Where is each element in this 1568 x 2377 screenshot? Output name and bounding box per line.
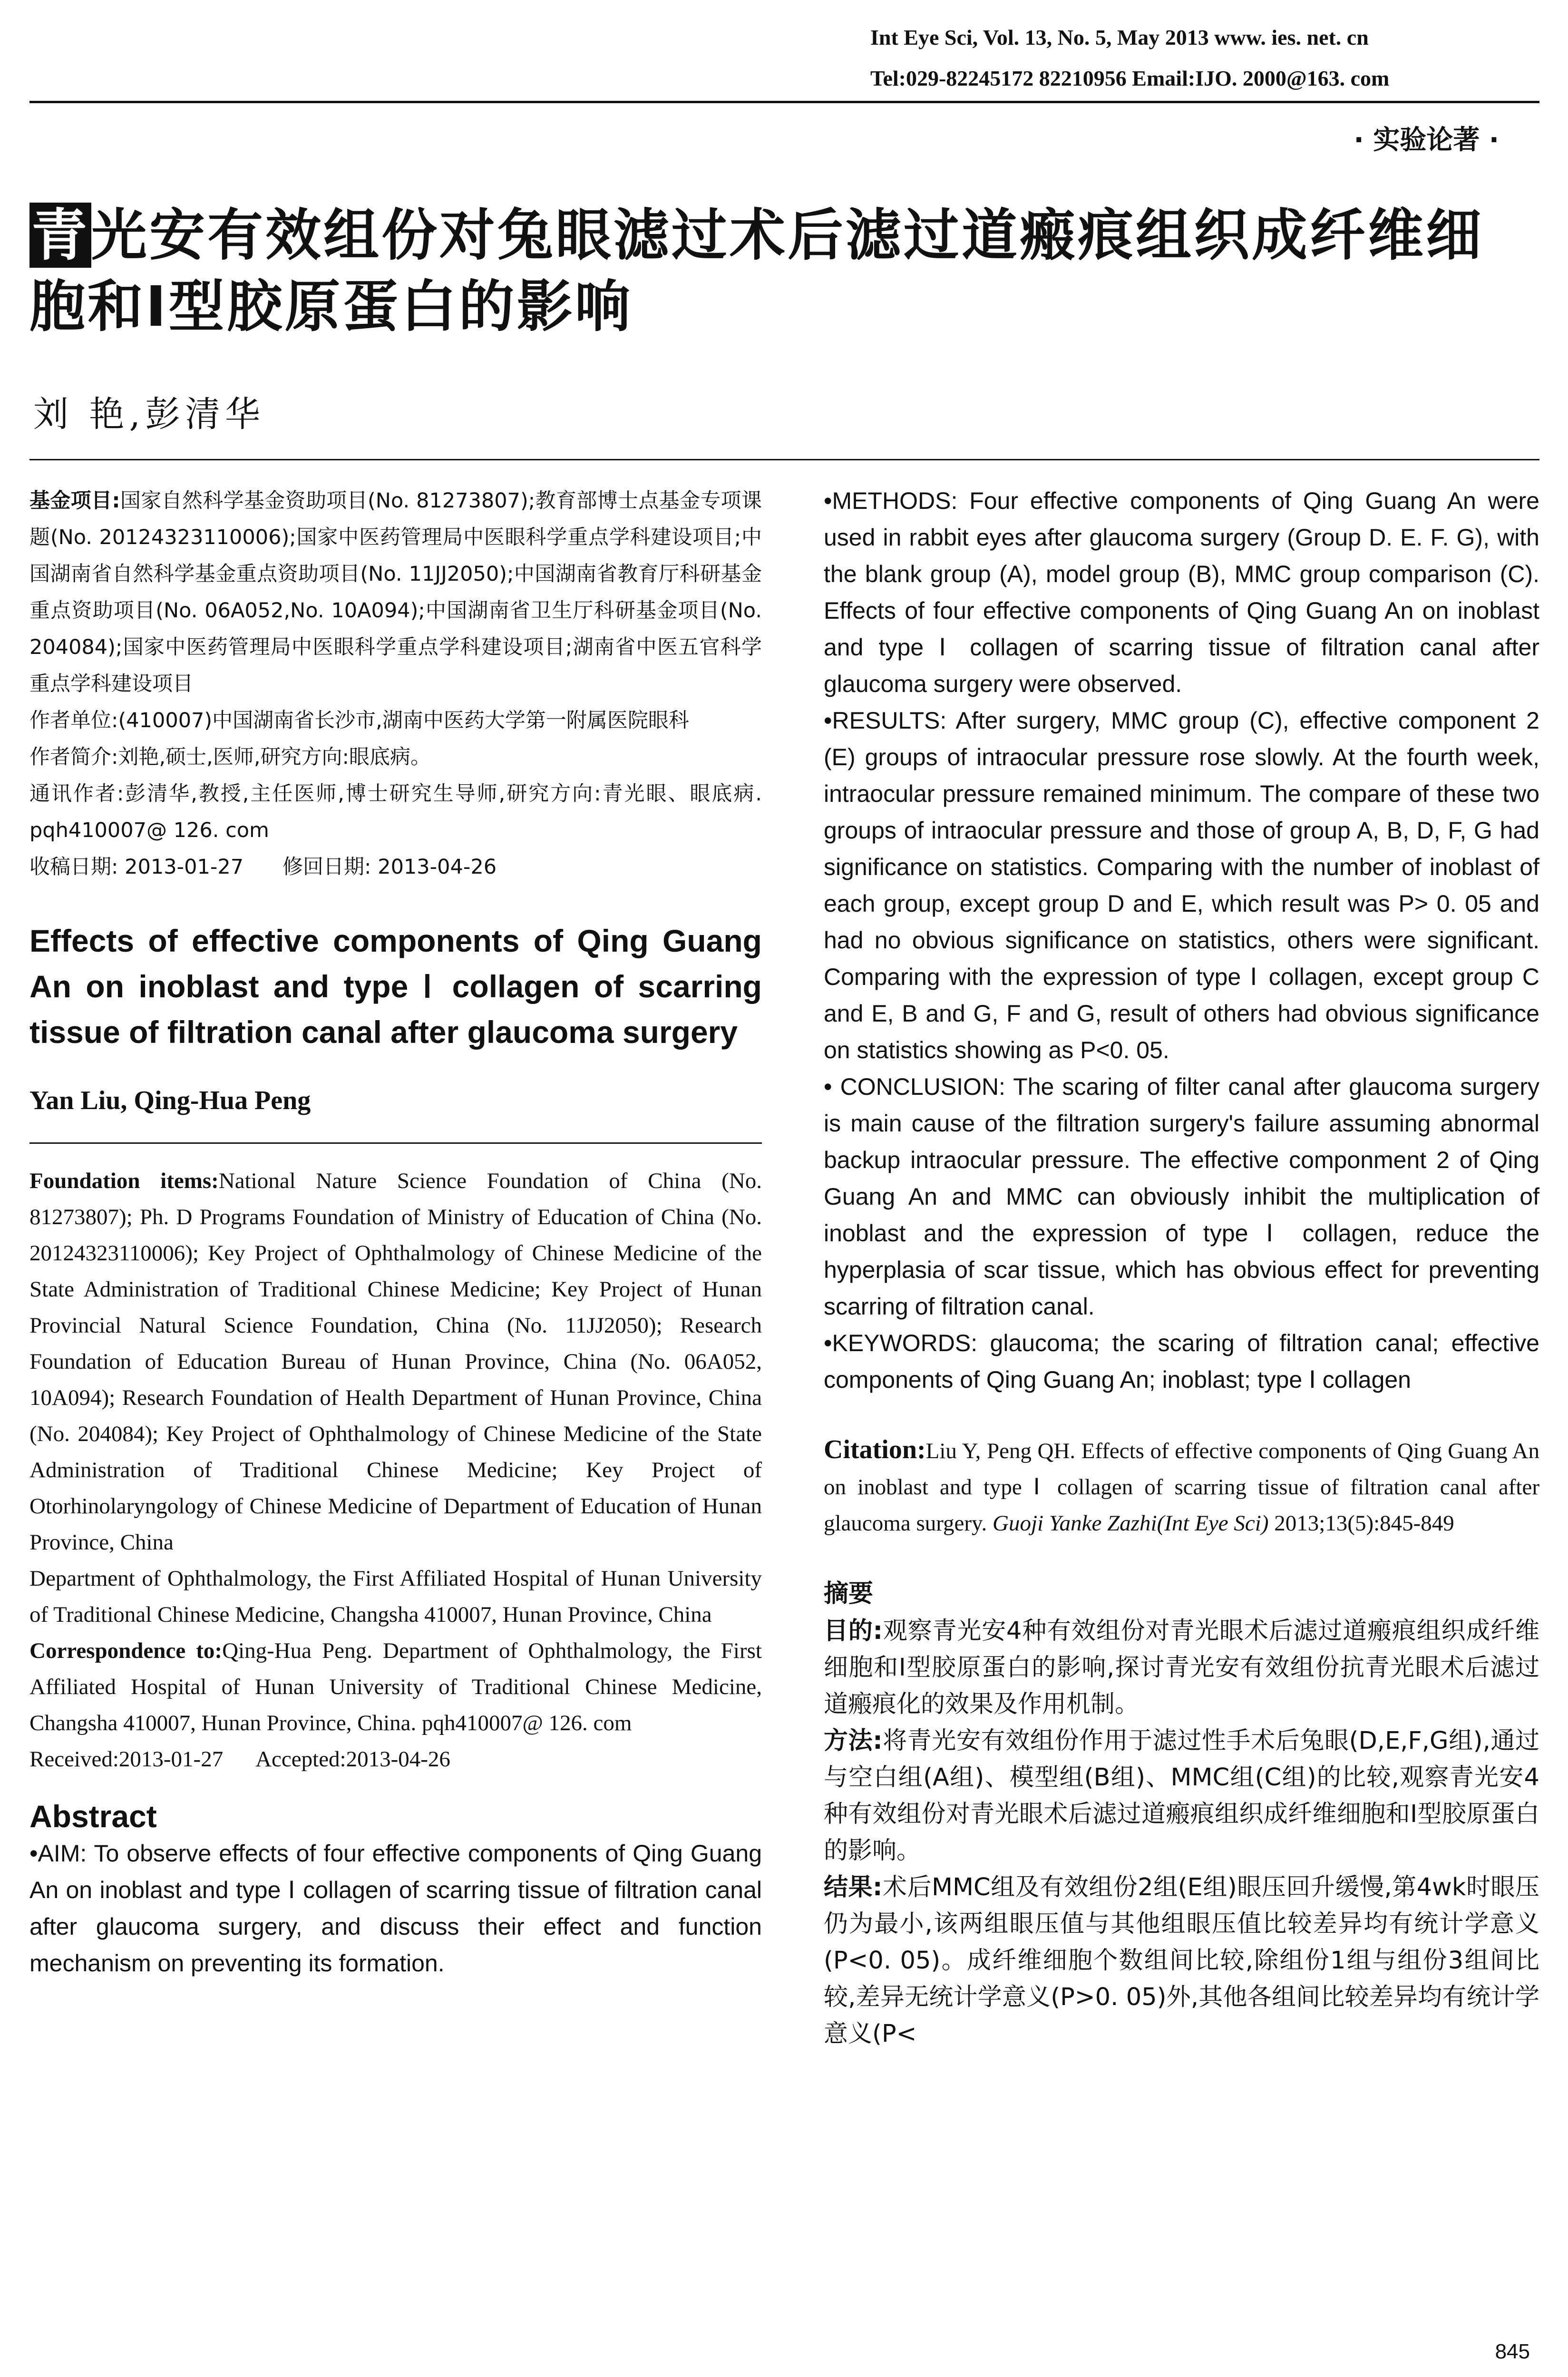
journal-header-citation: Int Eye Sci, Vol. 13, No. 5, May 2013 www. ies. net. cn [870, 25, 1369, 49]
article-title-cn [29, 200, 1542, 342]
department-en: Department of Ophthalmology, the First Affiliated Hospital of Hunan University of Traditional Chinese Medicine, Changsha 410007, Hunan Province, China [29, 1566, 762, 1627]
abstract-results: •RESULTS: After surgery, MMC group (C), effective component 2 (E) groups of intraocular pressure rose slowly. At the fourth week, intraocular pressure remained minimum. The compare of these two groups of intraocular pressure and those of group A, B, D, F, G had significance on statistics. Comparing with the number of inoblast of each group, except group D and E, which result was P> 0. 05 and had no obvious significance on statistics, others were significant. Comparing with the expression of type Ⅰ collagen, except group C and E, B and G, F and G, result of others had obvious significance on statistics showing as P<0. 05. [824, 707, 1539, 1063]
abstract-conclusion: • CONCLUSION: The scaring of filter canal after glaucoma surgery is main cause of the filtration surgery's failure assuming abnormal backup intraocular pressure. The effective componment 2 of Qing Guang An and MMC can obviously inhibit the multiplication of inoblast and the expression of type Ⅰ collagen, reduce the hyperplasia of scar tissue, which has obvious effect for preventing scarring of filtration canal. [824, 1073, 1539, 1320]
funding-cn-text: 国家自然科学基金资助项目(No. 81273807);教育部博士点基金专项课题(No. 20124323110006);国家中医药管理局中医眼科学重点学科建设项目;中国湖南省自然科学基金重点资助项目(No. 11JJ2050);中国湖南省教育厅科研基金重点资助项目(No. 06A052,No. 10A094);中国湖南省卫生厅科研基金项目(No. 204084);国家中医药管理局中医眼科学重点学科建设项目;湖南省中医五官科学重点学科建设项目 [29, 489, 762, 696]
page-number: 845 [1495, 2340, 1530, 2363]
citation-label: Citation: [824, 1435, 926, 1464]
foundation-label: Foundation items: [29, 1169, 219, 1193]
affiliation-cn: 作者单位:(410007)中国湖南省长沙市,湖南中医药大学第一附属医院眼科 [29, 709, 689, 732]
citation-text: Liu Y, Peng QH. Effects of effective components of Qing Guang An on inoblast and type Ⅰ collagen of scarring tissue of filtration canal after glaucoma surgery. [824, 1439, 1539, 1536]
cn-aim-label: 目的: [824, 1617, 883, 1645]
cn-abstract-results [824, 1869, 1539, 2052]
correspondence-text: Qing-Hua Peng. Department of Ophthalmology, the First Affiliated Hospital of Hunan University of Traditional Chinese Medicine, Changsha 410007, Hunan Province, China. pqh410007@ 126. com [29, 1638, 762, 1735]
title-divider [29, 459, 1539, 460]
cn-methods-text: 将青光安有效组份作用于滤过性手术后兔眼(D,E,F,G组),通过与空白组(A组)、模型组(B组)、MMC组(C组)的比较,观察青光安4种有效组份对青光眼术后滤过道瘢痕组织成纤维细胞和Ⅰ型胶原蛋白的影响。 [824, 1727, 1539, 1865]
cn-abstract-methods [824, 1723, 1539, 1869]
funding-cn-label: 基金项目: [29, 489, 120, 513]
right-column [824, 483, 1539, 2052]
abstract-heading: Abstract [29, 1799, 157, 1834]
received-accepted: Received:2013-01-27 Accepted:2013-04-26 [29, 1747, 450, 1772]
title-rest: 光安有效组份对兔眼滤过术后滤过道瘢痕组织成纤维细胞和Ⅰ型胶原蛋白的影响 [29, 203, 1484, 339]
correspondence-en [29, 1633, 762, 1741]
cn-abstract-heading: 摘要 [824, 1579, 874, 1608]
title-first-char: 青 [29, 203, 91, 268]
abstract-keywords: •KEYWORDS: glaucoma; the scaring of filtration canal; effective components of Qing Guang An; inoblast; type Ⅰ collagen [824, 1330, 1539, 1393]
abstract-aim: •AIM: To observe effects of four effective components of Qing Guang An on inoblast and type Ⅰ collagen of scarring tissue of filtration canal after glaucoma surgery, and discuss their effect and function mechanism on preventing its formation. [29, 1840, 762, 1977]
journal-header-contact: Tel:029-82245172 82210956 Email:IJO. 2000@163. com [870, 66, 1390, 90]
citation-journal: Guoji Yanke Zazhi(Int Eye Sci) [993, 1511, 1269, 1536]
abstract-methods: •METHODS: Four effective components of Qing Guang An were used in rabbit eyes after glaucoma surgery (Group D. E. F. G), with the blank group (A), model group (B), MMC group comparison (C). Effects of four effective components of Qing Guang An on inoblast and type Ⅰ collagen of scarring tissue of filtration canal after glaucoma surgery were observed. [824, 487, 1539, 697]
en-metadata [29, 1163, 762, 1777]
correspondence-label: Correspondence to: [29, 1638, 223, 1663]
citation-tail: 2013;13(5):845-849 [1274, 1511, 1454, 1536]
cn-abstract [824, 1613, 1539, 2052]
section-tag: · 实验论著 · [1354, 125, 1499, 156]
left-divider [29, 1142, 762, 1144]
left-column [29, 483, 762, 1982]
author-bio-cn: 作者简介:刘艳,硕士,医师,研究方向:眼底病。 [29, 745, 431, 769]
foundation-text: National Nature Science Foundation of China (No. 81273807); Ph. D Programs Foundation of Ministry of Education of China (No. 20124323110006); Key Project of Ophthalmology of Chinese Medicine of the State Administration of Traditional Chinese Medicine; Key Project of Hunan Provincial Natural Science Foundation, China (No. 11JJ2050); Research Foundation of Education Bureau of Hunan Province, China (No. 06A052, 10A094); Research Foundation of Health Department of Hunan Province, China (No. 204084); Key Project of Ophthalmology of Chinese Medicine of the State Administration of Traditional Chinese Medicine; Key Project of Otorhinolaryngology of Chinese Medicine of Department of Education of Hunan Province, China [29, 1169, 762, 1555]
authors-en: Yan Liu, Qing-Hua Peng [29, 1086, 311, 1115]
citation-block [824, 1432, 1539, 1541]
article-title-en: Effects of effective components of Qing Guang An on inoblast and type Ⅰ collagen of scarring tissue of filtration canal after glaucoma surgery [29, 923, 762, 1050]
cn-results-text: 术后MMC组及有效组份2组(E组)眼压回升缓慢,第4wk时眼压仍为最小,该两组眼压值与其他组眼压值比较差异均有统计学意义(P<0. 05)。成纤维细胞个数组间比较,除组份1组与组份3组间比较,差异无统计学意义(P>0. 05)外,其他各组间比较差异均有统计学意义(P< [824, 1873, 1539, 2048]
funding-cn [29, 483, 762, 702]
foundation-en [29, 1163, 762, 1560]
cn-metadata [29, 483, 762, 886]
dates-cn: 收稿日期: 2013-01-27 修回日期: 2013-04-26 [29, 855, 497, 879]
cn-abstract-aim [824, 1613, 1539, 1723]
cn-aim-text: 观察青光安4种有效组份对青光眼术后滤过道瘢痕组织成纤维细胞和Ⅰ型胶原蛋白的影响,探讨青光安有效组份抗青光眼术后滤过道瘢痕化的效果及作用机制。 [824, 1617, 1539, 1718]
corresponding-author-cn: 通讯作者:彭清华,教授,主任医师,博士研究生导师,研究方向:青光眼、眼底病. pqh410007@ 126. com [29, 782, 762, 842]
authors-cn: 刘 艳,彭清华 [33, 394, 265, 435]
cn-methods-label: 方法: [824, 1727, 883, 1755]
header-divider [29, 101, 1539, 103]
cn-results-label: 结果: [824, 1873, 883, 1901]
